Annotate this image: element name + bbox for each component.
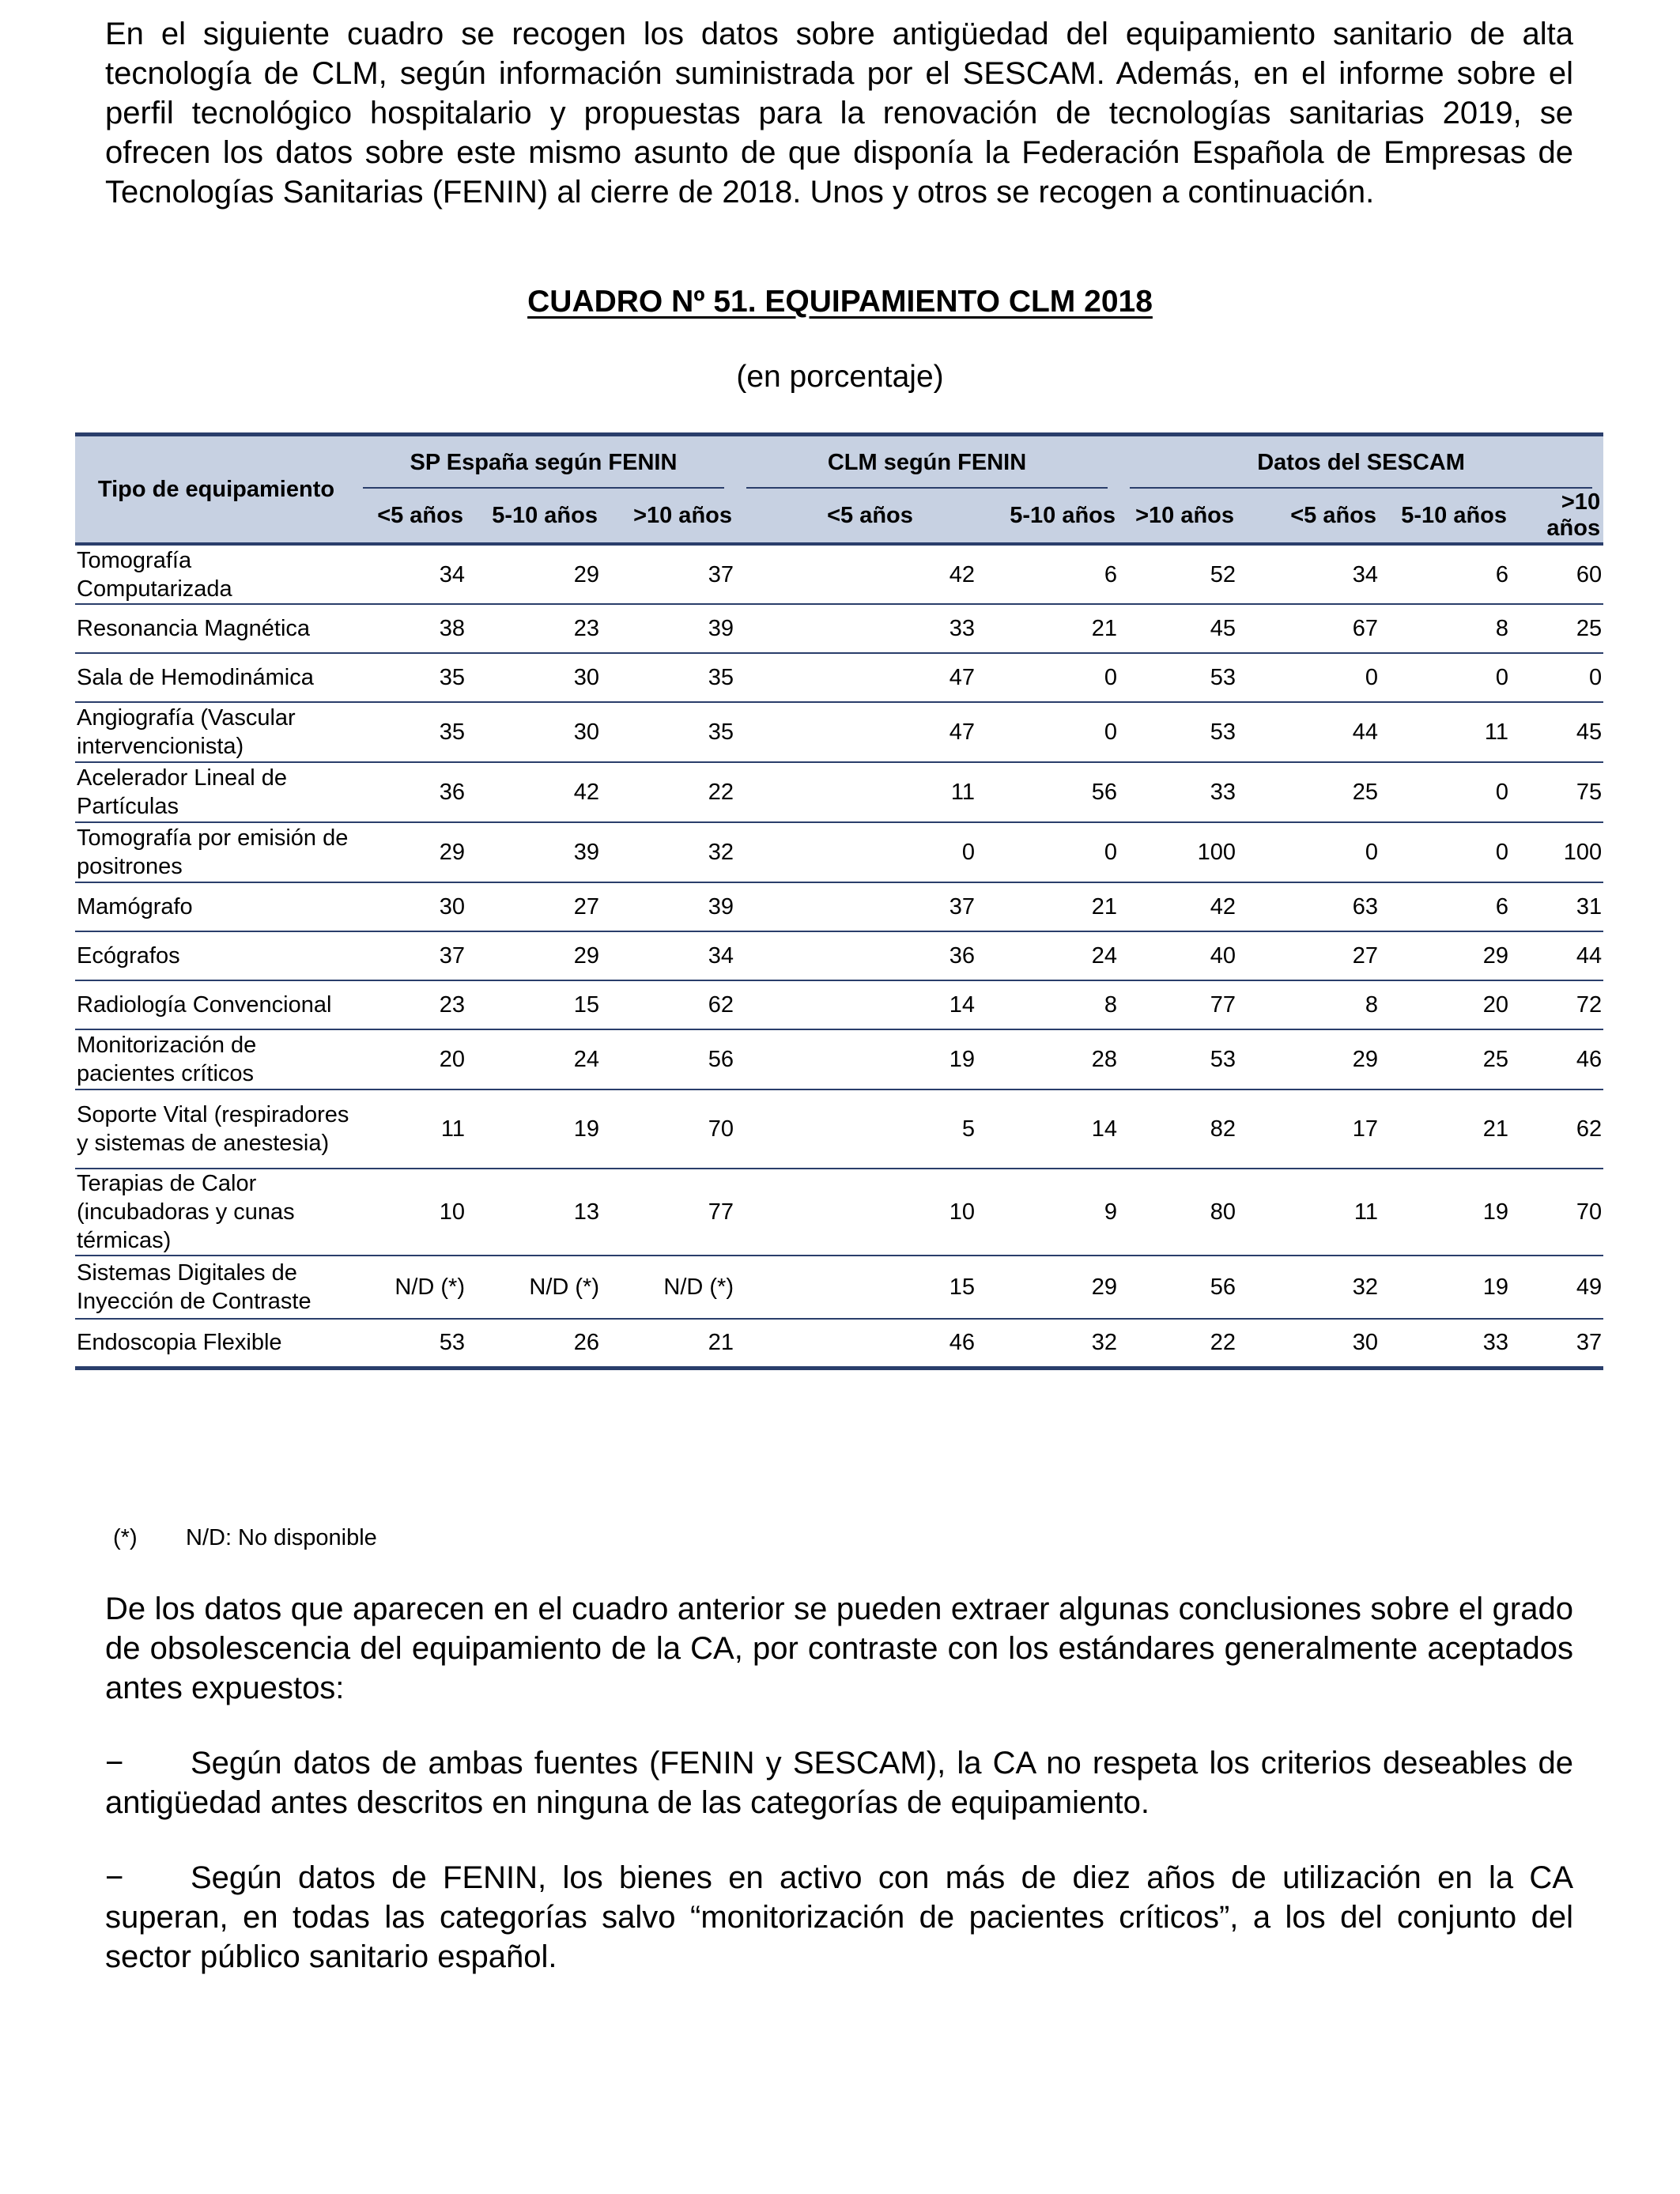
table-cell: 82 xyxy=(1119,1089,1237,1169)
table-cell: 8 xyxy=(976,980,1119,1029)
equipment-name: Ecógrafos xyxy=(75,931,352,980)
table-cell: 0 xyxy=(976,653,1119,702)
table-cell: 20 xyxy=(1380,980,1510,1029)
footnote-text: N/D: No disponible xyxy=(186,1525,377,1550)
table-cell: 39 xyxy=(466,822,601,882)
table-cell: 53 xyxy=(1119,653,1237,702)
table-cell: 25 xyxy=(1237,762,1380,822)
table-cell: 37 xyxy=(1510,1319,1603,1368)
table-title-text: CUADRO Nº 51. EQUIPAMIENTO CLM 2018 xyxy=(527,285,1153,319)
table-cell: 49 xyxy=(1510,1256,1603,1319)
sub-header: >10 años xyxy=(1119,489,1237,544)
equipment-name: Monitorización de pacientes críticos xyxy=(75,1029,352,1089)
table-cell: 45 xyxy=(1119,604,1237,653)
table-cell: 39 xyxy=(601,604,735,653)
table-row xyxy=(75,1319,1603,1368)
table-cell: 6 xyxy=(1380,882,1510,931)
table-cell: 15 xyxy=(466,980,601,1029)
table-cell: 6 xyxy=(1380,544,1510,604)
table-body xyxy=(75,544,1603,1368)
table-cell: 29 xyxy=(976,1256,1119,1319)
table-cell: 27 xyxy=(466,882,601,931)
table-row xyxy=(75,762,1603,822)
equipment-name: Terapias de Calor (incubadoras y cunas térmicas) xyxy=(75,1169,352,1256)
table-cell: 53 xyxy=(352,1319,466,1368)
type-header: Tipo de equipamiento xyxy=(75,435,352,545)
table-cell: 31 xyxy=(1510,882,1603,931)
table-cell: 17 xyxy=(1237,1089,1380,1169)
table-cell: 32 xyxy=(976,1319,1119,1368)
table-cell: 32 xyxy=(1237,1256,1380,1319)
table-cell: 34 xyxy=(1237,544,1380,604)
table-cell: 27 xyxy=(1237,931,1380,980)
table-cell: 30 xyxy=(1237,1319,1380,1368)
equipment-name: Sistemas Digitales de Inyección de Contraste xyxy=(75,1256,352,1319)
bullet-dash: − xyxy=(105,1746,124,1781)
equipment-name: Tomografía por emisión de positrones xyxy=(75,822,352,882)
table-cell: 11 xyxy=(352,1089,466,1169)
table-cell: 0 xyxy=(735,822,976,882)
table-cell: 40 xyxy=(1119,931,1237,980)
table-cell: 33 xyxy=(1380,1319,1510,1368)
table-cell: 42 xyxy=(1119,882,1237,931)
table-cell: 77 xyxy=(1119,980,1237,1029)
table-cell: 30 xyxy=(466,653,601,702)
table-cell: 25 xyxy=(1380,1029,1510,1089)
table-cell: 45 xyxy=(1510,702,1603,762)
equipment-name: Tomografía Computarizada xyxy=(75,544,352,604)
table-cell: 10 xyxy=(352,1169,466,1256)
table-cell: 28 xyxy=(976,1029,1119,1089)
table-cell: 29 xyxy=(1380,931,1510,980)
equipment-name: Radiología Convencional xyxy=(75,980,352,1029)
table-cell: 37 xyxy=(352,931,466,980)
table-cell: 62 xyxy=(601,980,735,1029)
table-cell: 0 xyxy=(1380,822,1510,882)
table-title xyxy=(0,282,1680,322)
table-cell: 32 xyxy=(601,822,735,882)
table-cell: 30 xyxy=(352,882,466,931)
table-cell: 35 xyxy=(352,702,466,762)
group-header-clm-fenin: CLM según FENIN xyxy=(735,435,1119,489)
table-row xyxy=(75,1256,1603,1319)
table-cell: 100 xyxy=(1510,822,1603,882)
table-cell: 37 xyxy=(735,882,976,931)
table-cell: 11 xyxy=(1237,1169,1380,1256)
intro-paragraph: En el siguiente cuadro se recogen los datos sobre antigüedad del equipamiento sanitario de alta tecnología de CLM, según información suministrada por el SESCAM. Además, en el informe sobre el perfil tecnológico hospitalario y propuestas para la renovación de tecnologías sanitarias 2019, se ofrecen los datos sobre este mismo asunto de que disponía la Federación Española de Empresas de Tecnologías Sanitarias (FENIN) al cierre de 2018. Unos y otros se recogen a continuación. xyxy=(105,17,1573,210)
table-cell: N/D (*) xyxy=(466,1256,601,1319)
table-cell: 42 xyxy=(735,544,976,604)
table-row xyxy=(75,980,1603,1029)
table-cell: 53 xyxy=(1119,702,1237,762)
table-cell: 46 xyxy=(735,1319,976,1368)
table-row xyxy=(75,604,1603,653)
table-cell: 23 xyxy=(352,980,466,1029)
bullet-item xyxy=(105,1743,1573,1822)
table-cell: 53 xyxy=(1119,1029,1237,1089)
table-cell: 20 xyxy=(352,1029,466,1089)
table-cell: 9 xyxy=(976,1169,1119,1256)
table-cell: 35 xyxy=(601,702,735,762)
table-row xyxy=(75,702,1603,762)
table-row xyxy=(75,931,1603,980)
table-cell: 25 xyxy=(1510,604,1603,653)
table-cell: 29 xyxy=(466,931,601,980)
sub-header: <5 años xyxy=(735,489,976,544)
table-cell: 33 xyxy=(1119,762,1237,822)
group-header-row xyxy=(75,435,1603,489)
table-cell: 100 xyxy=(1119,822,1237,882)
table-cell: 63 xyxy=(1237,882,1380,931)
table-cell: 52 xyxy=(1119,544,1237,604)
footnote-mark: (*) xyxy=(113,1525,138,1550)
bullet-dash: − xyxy=(105,1860,124,1895)
table-cell: 21 xyxy=(1380,1089,1510,1169)
table-cell: 34 xyxy=(601,931,735,980)
table-cell: 0 xyxy=(976,822,1119,882)
table-cell: 36 xyxy=(735,931,976,980)
equipment-name: Endoscopia Flexible xyxy=(75,1319,352,1368)
table-cell: 29 xyxy=(466,544,601,604)
table-cell: 44 xyxy=(1237,702,1380,762)
table-cell: 56 xyxy=(1119,1256,1237,1319)
table-cell: 0 xyxy=(1380,653,1510,702)
group-header-sescam: Datos del SESCAM xyxy=(1119,435,1603,489)
table-cell: 46 xyxy=(1510,1029,1603,1089)
table-cell: 11 xyxy=(1380,702,1510,762)
table-cell: 6 xyxy=(976,544,1119,604)
table-cell: 21 xyxy=(601,1319,735,1368)
bullet-text: Según datos de ambas fuentes (FENIN y SESCAM), la CA no respeta los criterios deseables de antigüedad antes descritos en ninguna de las categorías de equipamiento. xyxy=(105,1746,1573,1820)
table-cell: 42 xyxy=(466,762,601,822)
table-cell: 24 xyxy=(976,931,1119,980)
table-cell: 13 xyxy=(466,1169,601,1256)
sub-header: 5-10 años xyxy=(1380,489,1510,544)
table-cell: 30 xyxy=(466,702,601,762)
table-cell: 26 xyxy=(466,1319,601,1368)
table-cell: 36 xyxy=(352,762,466,822)
table-cell: 5 xyxy=(735,1089,976,1169)
conclusion-paragraph: De los datos que aparecen en el cuadro anterior se pueden extraer algunas conclusiones sobre el grado de obsolescencia del equipamiento de la CA, por contraste con los estándares generalmente aceptados antes expuestos: xyxy=(105,1592,1573,1705)
equipment-name: Resonancia Magnética xyxy=(75,604,352,653)
table-cell: 37 xyxy=(601,544,735,604)
table-cell: 39 xyxy=(601,882,735,931)
table-row xyxy=(75,882,1603,931)
equipment-name: Sala de Hemodinámica xyxy=(75,653,352,702)
table-cell: 47 xyxy=(735,653,976,702)
table-cell: 72 xyxy=(1510,980,1603,1029)
table-cell: 19 xyxy=(735,1029,976,1089)
table-cell: 0 xyxy=(1380,762,1510,822)
table-cell: 10 xyxy=(735,1169,976,1256)
table-cell: 8 xyxy=(1380,604,1510,653)
table-cell: 67 xyxy=(1237,604,1380,653)
table-cell: N/D (*) xyxy=(352,1256,466,1319)
group-header-sp-espana: SP España según FENIN xyxy=(352,435,735,489)
table-cell: 44 xyxy=(1510,931,1603,980)
table-row xyxy=(75,1029,1603,1089)
equipment-name: Soporte Vital (respiradores y sistemas de anestesia) xyxy=(75,1089,352,1169)
equipment-name: Angiografía (Vascular intervencionista) xyxy=(75,702,352,762)
table-cell: 0 xyxy=(976,702,1119,762)
sub-header: 5-10 años xyxy=(976,489,1119,544)
table-row xyxy=(75,653,1603,702)
table-cell: 60 xyxy=(1510,544,1603,604)
sub-header: <5 años xyxy=(352,489,466,544)
table-cell: 0 xyxy=(1237,653,1380,702)
table-cell: 80 xyxy=(1119,1169,1237,1256)
equipment-name: Mamógrafo xyxy=(75,882,352,931)
table-cell: 70 xyxy=(601,1089,735,1169)
table-cell: 70 xyxy=(1510,1169,1603,1256)
table-cell: 22 xyxy=(601,762,735,822)
table-cell: 0 xyxy=(1237,822,1380,882)
table-cell: 14 xyxy=(735,980,976,1029)
table-cell: 35 xyxy=(601,653,735,702)
table-cell: 19 xyxy=(1380,1256,1510,1319)
table-cell: 35 xyxy=(352,653,466,702)
table-cell: 29 xyxy=(1237,1029,1380,1089)
table-cell: 29 xyxy=(352,822,466,882)
footnote xyxy=(113,1522,377,1554)
bullet-item xyxy=(105,1858,1573,1977)
table-cell: 22 xyxy=(1119,1319,1237,1368)
table-cell: 77 xyxy=(601,1169,735,1256)
table-subtitle: (en porcentaje) xyxy=(736,360,944,394)
table-cell: 47 xyxy=(735,702,976,762)
table-cell: 34 xyxy=(352,544,466,604)
table-row xyxy=(75,822,1603,882)
table-cell: 21 xyxy=(976,882,1119,931)
table-cell: 19 xyxy=(466,1089,601,1169)
table-cell: 14 xyxy=(976,1089,1119,1169)
sub-header: 5-10 años xyxy=(466,489,601,544)
table-cell: 11 xyxy=(735,762,976,822)
table-cell: 75 xyxy=(1510,762,1603,822)
table-cell: 38 xyxy=(352,604,466,653)
table-cell: 15 xyxy=(735,1256,976,1319)
equipment-table xyxy=(75,432,1603,1370)
table-cell: 0 xyxy=(1510,653,1603,702)
table-cell: N/D (*) xyxy=(601,1256,735,1319)
table-row xyxy=(75,1169,1603,1256)
table-cell: 21 xyxy=(976,604,1119,653)
table-cell: 56 xyxy=(601,1029,735,1089)
table-cell: 23 xyxy=(466,604,601,653)
table-cell: 24 xyxy=(466,1029,601,1089)
table-cell: 8 xyxy=(1237,980,1380,1029)
sub-header: <5 años xyxy=(1237,489,1380,544)
equipment-name: Acelerador Lineal de Partículas xyxy=(75,762,352,822)
table-row xyxy=(75,544,1603,604)
table-cell: 33 xyxy=(735,604,976,653)
table-cell: 19 xyxy=(1380,1169,1510,1256)
sub-header: >10 años xyxy=(1510,489,1603,544)
table-row xyxy=(75,1089,1603,1169)
table-cell: 62 xyxy=(1510,1089,1603,1169)
table-cell: 56 xyxy=(976,762,1119,822)
bullet-text: Según datos de FENIN, los bienes en activo con más de diez años de utilización en la CA superan, en todas las categorías salvo “monitorización de pacientes críticos”, a los del conjunto del sector público sanitario español. xyxy=(105,1860,1573,1974)
sub-header: >10 años xyxy=(601,489,735,544)
